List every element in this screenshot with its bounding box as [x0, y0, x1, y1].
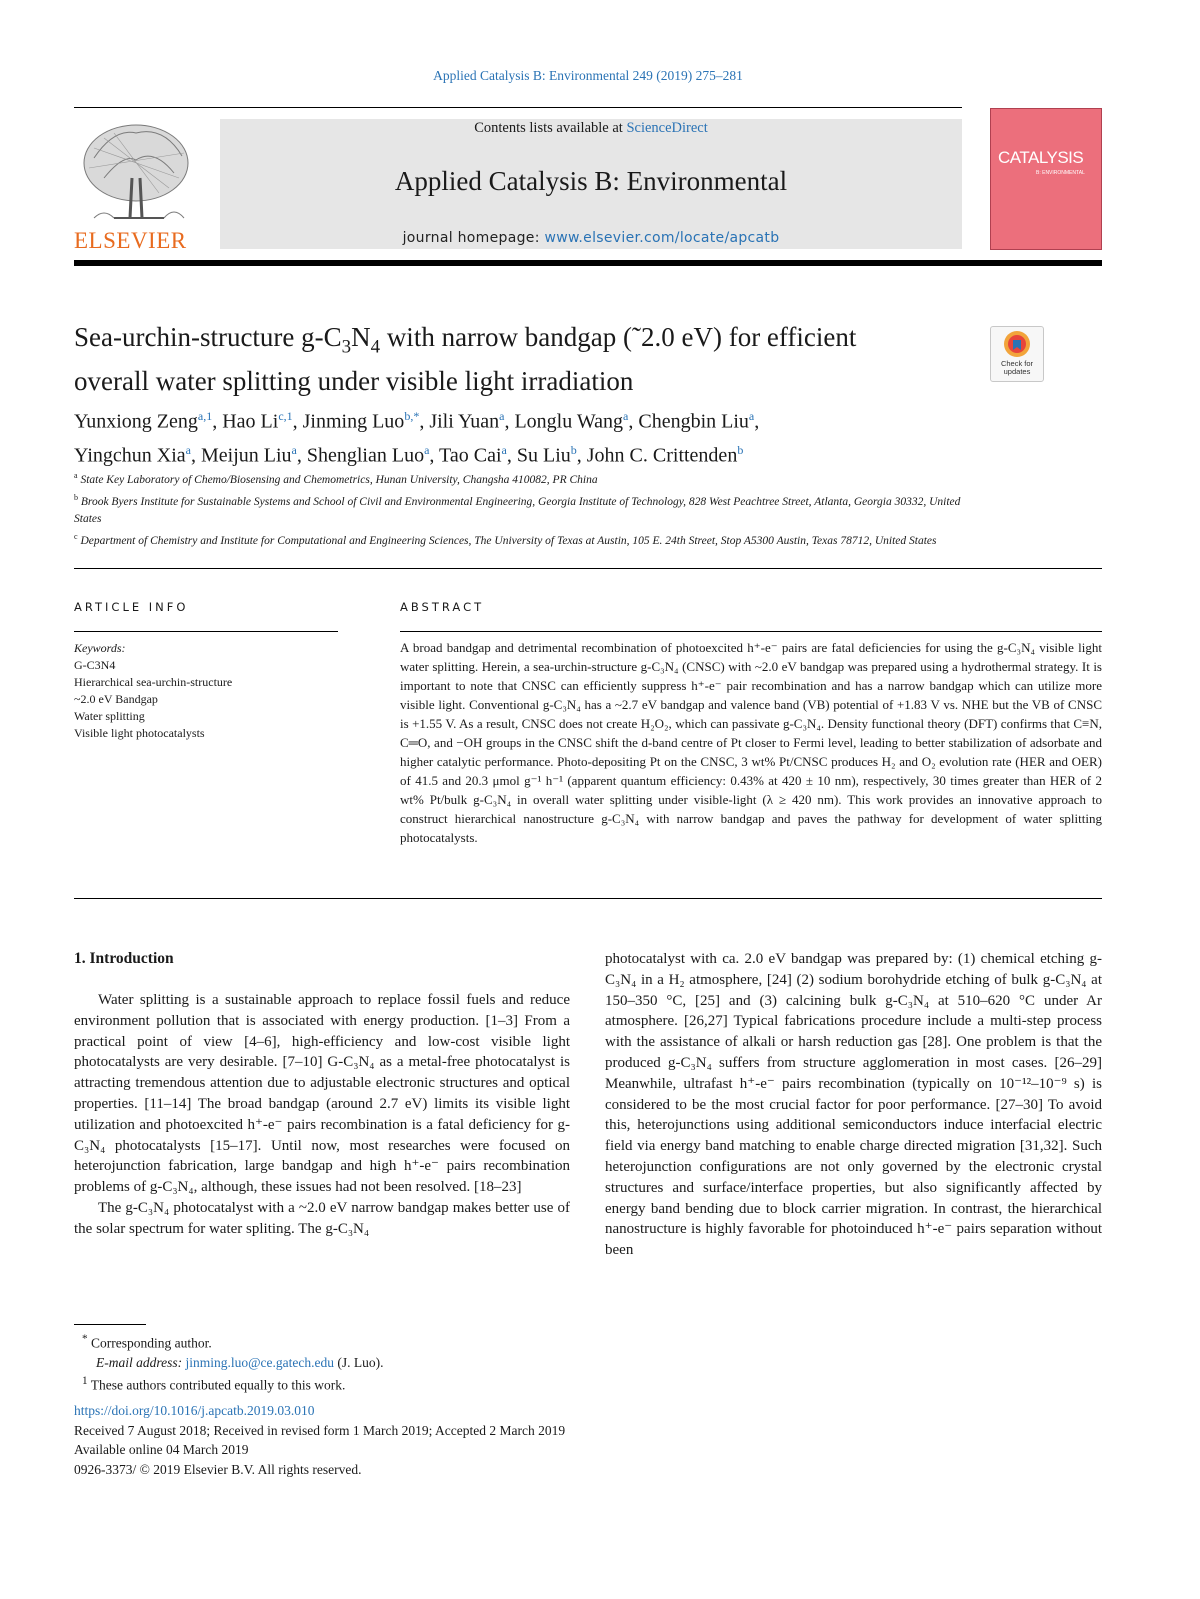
author-affiliation-mark[interactable]: b: [570, 442, 577, 457]
keyword-item: Hierarchical sea-urchin-structure: [74, 675, 233, 689]
author-line: Yunxiong Zeng$^{a,1}$, Hao Li$^{c,1}$, Jinming Luo$^{b,*}$, Jili Yuan$^a$, Longlu Wang$^a$, Chengbin Liu$^a$,: [74, 409, 760, 433]
keywords-block: [74, 640, 232, 742]
footnotes: [74, 1330, 384, 1394]
author-affiliation-mark[interactable]: a: [291, 442, 297, 457]
body-paragraph: photocatalyst with ca. 2.0 eV bandgap was prepared by: (1) chemical etching g-C₃N₄ in a H₂ atmosphere, [24] (2) sodium borohydride etching of bulk g-C₃N₄ at 150–350 °C, [25] and (3) calcining bulk g-C₃N₄ at 510–620 °C under Ar atmosphere. [26,27] Typical fabrications procedure include a multi-step process with the assistance of alkali or harsh reduction gas [28]. One problem is that the produced g-C₃N₄ suffers from structure agglomeration in most cases. [26–29] Meanwhile, ultrafast h⁺-e⁻ pairs recombination (typically on 10⁻¹²–10⁻⁹ s) is considered to be the most crucial factor for poor performance. [27–30] To avoid this, heterojunctions using additional semiconductors induce interfacial electric field via energy band matching to enable charge directed migration [31,32]. Such heterojunction configurations are not only governed by the electronic crystal structures and surface/interface properties, but also significantly affected by energy band bending due to block carrier migration. In contrast, the hierarchical nanostructure is highly favorable for photoinduced h⁺-e⁻ pairs separation without been: [605, 951, 1102, 1259]
author-name[interactable]: Hao Li: [222, 410, 279, 433]
introduction-heading: 1. Introduction: [74, 950, 174, 967]
article-title: Sea-urchin-structure $g-C_3N_4$ with narrow bandgap (˜2.0 eV) for efficient overall water splitting under visible light irradiation: [74, 322, 857, 397]
footnote-text: Corresponding author.: [91, 1335, 212, 1351]
author-affiliation-mark[interactable]: a: [499, 409, 505, 423]
author-affiliation-mark[interactable]: a: [623, 409, 629, 423]
body-column-left: [74, 990, 570, 1240]
affiliation-item: [74, 528, 974, 550]
author-affiliation-mark[interactable]: a: [748, 409, 755, 423]
cover-subtitle: B: ENVIRONMENTAL: [1036, 170, 1085, 176]
homepage-link[interactable]: www.elsevier.com/locate/apcatb: [544, 230, 780, 246]
keywords-label: Keywords:: [74, 641, 126, 655]
affiliations: [74, 467, 974, 549]
elsevier-wordmark: ELSEVIER: [74, 228, 187, 253]
journal-name: Applied Catalysis B: Environmental: [394, 166, 788, 196]
author-affiliation-mark[interactable]: a,1: [197, 409, 213, 423]
article-info-rule: [74, 631, 338, 632]
affiliation-text: State Key Laboratory of Chemo/Biosensing and Chemometrics, Hunan University, Changsha 410082, PR China: [77, 473, 598, 486]
check-updates-label: Check for updates: [1000, 359, 1034, 376]
body-paragraph: The g-C₃N₄ photocatalyst with a ~2.0 eV narrow bandgap makes better use of the solar spectrum for water spliting. The g-C₃N₄: [74, 1199, 570, 1237]
author-name[interactable]: Meijun Liu: [200, 444, 292, 467]
affiliation-text: Department of Chemistry and Institute for Computational and Engineering Sciences, The University of Texas at Austin, 105 E. 24th Street, Stop A5300 Austin, Texas 78712, United States: [77, 534, 937, 547]
affiliation-item: [74, 467, 974, 489]
abstract-bottom-rule: [74, 898, 1102, 899]
body-paragraph: Water splitting is a sustainable approach to replace fossil fuels and reduce environment pollution that is associated with energy production. [1–3] From a practical point of view [4–6], high-efficiency and low-cost visible light photocatalysts are very desirable. [7–10] G-C₃N₄ as a metal-free photocatalyst is attracting tremendous attention due to adjustable electronic structures and optical properties. [11–14] The broad bandgap (around 2.7 eV) limits its visible light utilization and photoexcited h⁺-e⁻ pairs recombination is a fatal deficiency for g-C₃N₄ photocatalysts [15–17]. Until now, most researches were focused on heterojunction fabrication, large bandgap and high h⁺-e⁻ pairs recombination problems of g-C₃N₄, although, these issues had not been resolved. [18–23]: [74, 992, 570, 1196]
doi-link[interactable]: https://doi.org/10.1016/j.apcatb.2019.03.010: [74, 1403, 315, 1418]
homepage-line: [220, 230, 962, 246]
affiliation-mark: a: [74, 471, 78, 480]
author-list: [74, 402, 1104, 469]
available-online: Available online 04 March 2019: [74, 1442, 249, 1457]
title-part: overall water splitting under visible light irradiation: [74, 366, 634, 397]
footnote-corresponding: * Corresponding author.: [82, 1333, 212, 1351]
footnote-equal: $^1$ These authors contributed equally to this work.: [82, 1374, 346, 1392]
keyword-item: Visible light photocatalysts: [74, 726, 205, 740]
author-name[interactable]: Jinming Luo: [302, 410, 405, 433]
email-label: E-mail address:: [96, 1354, 186, 1370]
received-dates: Received 7 August 2018; Received in revised form 1 March 2019; Accepted 2 March 2019: [74, 1422, 566, 1438]
author-line: Yingchun Xia$^a$, Meijun Liu$^a$, Shenglian Luo$^a$, Tao Cai$^a$, Su Liu$^b$, John C. Crittenden$^b$: [74, 442, 744, 467]
check-updates-icon: [991, 327, 1043, 361]
email-link[interactable]: jinming.luo@ce.gatech.edu: [185, 1354, 335, 1370]
keyword-item: Water splitting: [74, 709, 145, 723]
author-name[interactable]: John C. Crittenden: [586, 444, 738, 467]
affiliation-text: Brook Byers Institute for Sustainable Systems and School of Civil and Environmental Engineering, Georgia Institute of Technology, 828 West Peachtree Street, Atlanta, Georgia 30332, United States: [74, 495, 961, 525]
journal-reference[interactable]: Applied Catalysis B: Environmental 249 (2019) 275–281: [433, 68, 743, 83]
homepage-prefix: journal homepage:: [402, 230, 545, 246]
keyword-item: G-C3N4: [74, 658, 116, 672]
keyword-item: ~2.0 eV Bandgap: [74, 692, 158, 706]
header-thick-rule: [74, 260, 1102, 266]
author-affiliation-mark[interactable]: c,1: [278, 409, 293, 423]
abstract-rule: [400, 631, 1102, 632]
affiliation-item: [74, 489, 974, 528]
section-rule: [74, 568, 1102, 569]
header-rule: [74, 107, 962, 108]
sciencedirect-link[interactable]: ScienceDirect: [626, 120, 708, 136]
article-info-heading: ARTICLE INFO: [74, 600, 189, 614]
footnote-text: These authors contributed equally to this work.: [90, 1377, 346, 1392]
author-affiliation-mark[interactable]: b: [737, 442, 744, 457]
footnote-email: [74, 1353, 384, 1372]
journal-cover-image[interactable]: [990, 108, 1102, 250]
author-name[interactable]: Yunxiong Zeng: [74, 410, 198, 433]
title-part: Sea-urchin-structure g-C: [74, 322, 342, 352]
author-name[interactable]: Su Liu: [516, 444, 571, 467]
cover-title: CATALYSIS: [998, 148, 1084, 167]
contents-prefix: Contents lists available at: [474, 120, 627, 136]
author-name[interactable]: Tao Cai: [439, 444, 502, 467]
affiliation-mark: b: [74, 492, 78, 502]
affiliation-mark: c: [74, 531, 78, 541]
author-affiliation-mark[interactable]: b,*: [404, 409, 420, 423]
title-part: with narrow bandgap (˜2.0 eV) for efficient: [380, 322, 857, 352]
author-name[interactable]: Yingchun Xia: [74, 444, 186, 467]
copyright: 0926-3373/ © 2019 Elsevier B.V. All rights reserved.: [74, 1461, 362, 1477]
author-affiliation-mark[interactable]: a: [424, 442, 430, 457]
publication-info: [74, 1401, 565, 1479]
contents-line: [220, 120, 962, 137]
author-name[interactable]: Longlu Wang: [514, 410, 624, 433]
body-column-right: [605, 949, 1102, 1261]
author-affiliation-mark[interactable]: a: [501, 442, 507, 457]
email-suffix: (J. Luo).: [334, 1354, 384, 1370]
footnote-rule: [74, 1324, 146, 1325]
author-affiliation-mark[interactable]: a: [185, 442, 191, 457]
abstract-text: A broad bandgap and detrimental recombination of photoexcited h⁺-e⁻ pairs are fatal deficiencies for using the g-C₃N₄ visible light water splitting. Herein, a sea-urchin-structure g-C₃N₄ (CNSC) with ~2.0 eV bandgap was prepared using a hydrothermal strategy. It is important to note that CNSC can efficiently suppress h⁺-e⁻ pair recombination and has a narrow bandgap which can utilize more visible light. Conventional g-C₃N₄ has a ~2.7 eV bandgap and valence band (VB) potential of +1.83 V vs. NHE but the VB of CNSC is +1.55 V. As a result, CNSC does not create H₂O₂, which can passivate g-C₃N₄. Density functional theory (DFT) confirms that C≡N, C═O, and −OH groups in the CNSC shift the d-band centre of Pt closer to Fermi level, leading to better stabilization of adsorbate and higher catalytic performance. Photo-depositing Pt on the CNSC, 3 wt% Pt/CNSC produces H₂ and O₂ evolution rate (HER and OER) of 41.5 and 20.3 μmol g⁻¹ h⁻¹ (apparent quantum efficiency: 0.43% at 420 ± 10 nm), respectively, 30 times greater than HER of 2 wt% Pt/bulk g-C₃N₄ in overall water splitting under visible-light (λ ≥ 420 nm). This work provides an innovative approach to construct hierarchical nanostructure g-C₃N₄ with narrow bandgap and paves the pathway for development of water splitting photocatalysts.: [400, 640, 1102, 845]
author-name[interactable]: Chengbin Liu: [638, 410, 749, 433]
author-name[interactable]: Shenglian Luo: [306, 444, 425, 467]
author-name[interactable]: Jili Yuan: [429, 410, 500, 433]
abstract-heading: ABSTRACT: [400, 600, 485, 614]
